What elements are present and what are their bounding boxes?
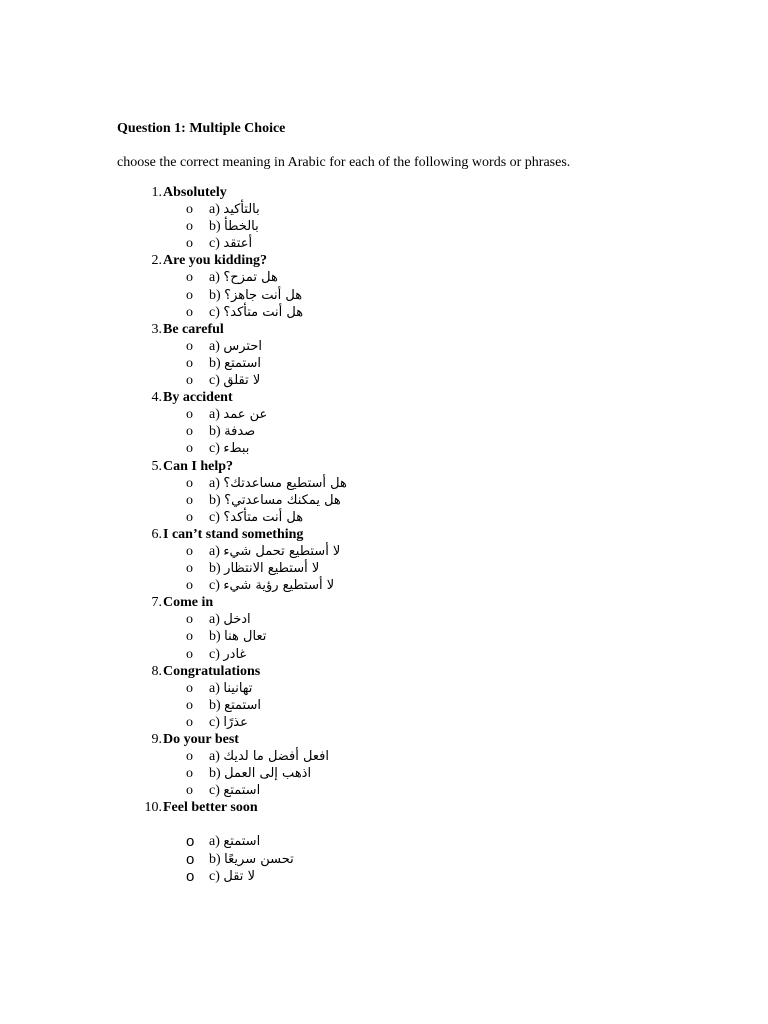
option-letter: c) bbox=[209, 714, 220, 730]
bullet-icon: o bbox=[186, 492, 193, 508]
option-arabic-text: هل يمكنك مساعدتي؟ bbox=[224, 492, 341, 508]
question-item bbox=[117, 458, 737, 526]
option-item bbox=[117, 714, 737, 731]
option-list bbox=[117, 406, 737, 457]
option-letter: a) bbox=[209, 338, 220, 354]
question-text: By accident bbox=[163, 390, 233, 406]
question-item bbox=[117, 799, 737, 884]
bullet-icon: o bbox=[186, 833, 195, 851]
option-arabic-text: ادخل bbox=[223, 612, 251, 628]
option-arabic-text: هل أنت جاهز؟ bbox=[224, 287, 303, 303]
option-letter: c) bbox=[209, 509, 220, 525]
option-arabic-text: هل أنت متأكد؟ bbox=[223, 509, 304, 525]
option-arabic-text: استمتع bbox=[223, 834, 261, 850]
option-item bbox=[117, 304, 737, 321]
option-item bbox=[117, 646, 737, 663]
option-arabic-text: افعل أفضل ما لديك bbox=[223, 749, 329, 765]
option-letter: b) bbox=[209, 766, 221, 782]
question-number: 2. bbox=[151, 253, 162, 269]
option-content bbox=[209, 304, 303, 321]
option-content bbox=[209, 577, 334, 594]
question-item bbox=[117, 252, 737, 320]
bullet-icon: o bbox=[186, 509, 193, 525]
question-number: 10. bbox=[144, 800, 162, 816]
bullet-icon: o bbox=[186, 373, 193, 389]
option-arabic-text: عذرًا bbox=[223, 714, 248, 730]
option-letter: c) bbox=[209, 868, 220, 884]
option-list bbox=[117, 611, 737, 662]
option-item bbox=[117, 201, 737, 218]
option-letter: b) bbox=[209, 355, 221, 371]
question-text: Congratulations bbox=[163, 663, 261, 679]
option-content bbox=[209, 543, 340, 560]
bullet-icon: o bbox=[186, 783, 193, 799]
option-list bbox=[117, 201, 737, 252]
option-letter: b) bbox=[209, 424, 221, 440]
option-item bbox=[117, 287, 737, 304]
option-letter: b) bbox=[209, 561, 221, 577]
option-letter: b) bbox=[209, 492, 221, 508]
option-content bbox=[209, 509, 303, 526]
bullet-icon: o bbox=[186, 714, 193, 730]
option-list bbox=[117, 833, 737, 884]
option-arabic-text: استمتع bbox=[223, 783, 261, 799]
option-arabic-text: صدفة bbox=[224, 424, 256, 440]
option-letter: c) bbox=[209, 578, 220, 594]
option-content bbox=[209, 406, 267, 423]
question-number: 4. bbox=[151, 390, 162, 406]
option-letter: a) bbox=[209, 680, 220, 696]
option-letter: a) bbox=[209, 475, 220, 491]
option-arabic-text: لا أستطيع تحمل شيء bbox=[223, 543, 341, 559]
option-content bbox=[209, 782, 260, 799]
option-content bbox=[209, 714, 248, 731]
option-content bbox=[209, 868, 255, 885]
option-item bbox=[117, 851, 737, 868]
question-number: 1. bbox=[151, 185, 162, 200]
bullet-icon: o bbox=[186, 612, 193, 628]
option-list bbox=[117, 269, 737, 320]
bullet-icon: o bbox=[186, 202, 193, 218]
option-item bbox=[117, 628, 737, 645]
option-item bbox=[117, 475, 737, 492]
bullet-icon: o bbox=[186, 543, 193, 559]
bullet-icon: o bbox=[186, 697, 193, 713]
bullet-icon: o bbox=[186, 867, 195, 885]
option-item bbox=[117, 338, 737, 355]
question-text: Can I help? bbox=[163, 458, 234, 474]
option-item bbox=[117, 372, 737, 389]
option-content bbox=[209, 355, 261, 372]
option-item bbox=[117, 235, 737, 252]
bullet-icon: o bbox=[186, 304, 193, 320]
question-number: 9. bbox=[151, 732, 162, 747]
bullet-icon: o bbox=[186, 236, 193, 252]
bullet-icon: o bbox=[186, 680, 193, 696]
option-arabic-text: عن عمد bbox=[223, 407, 268, 423]
option-item bbox=[117, 423, 737, 440]
option-arabic-text: احترس bbox=[223, 338, 263, 354]
question-number: 3. bbox=[151, 321, 162, 337]
option-list bbox=[117, 680, 737, 731]
option-content bbox=[209, 372, 260, 389]
blank-line bbox=[117, 816, 737, 833]
option-letter: a) bbox=[209, 834, 220, 850]
option-letter: b) bbox=[209, 287, 221, 303]
instructions-text: choose the correct meaning in Arabic for each of the following words or phrases. bbox=[117, 155, 571, 170]
option-content bbox=[209, 646, 246, 663]
question-item bbox=[117, 184, 737, 252]
bullet-icon: o bbox=[186, 646, 193, 662]
document-page bbox=[117, 119, 737, 885]
question-text: Be careful bbox=[163, 321, 224, 337]
question-number: 7. bbox=[151, 595, 162, 611]
option-content bbox=[209, 611, 251, 628]
option-arabic-text: استمتع bbox=[224, 355, 261, 371]
bullet-icon: o bbox=[186, 749, 193, 765]
option-arabic-text: تهانينا bbox=[223, 680, 253, 696]
option-content bbox=[209, 765, 311, 782]
bullet-icon: o bbox=[186, 475, 193, 491]
question-heading: Question 1: Multiple Choice bbox=[117, 121, 286, 136]
option-item bbox=[117, 509, 737, 526]
question-list bbox=[117, 184, 737, 885]
option-item bbox=[117, 543, 737, 560]
question-item bbox=[117, 594, 737, 662]
option-content bbox=[209, 269, 278, 286]
option-letter: c) bbox=[209, 236, 220, 252]
option-arabic-text: اذهب إلى العمل bbox=[224, 766, 312, 782]
option-arabic-text: هل أنت متأكد؟ bbox=[223, 304, 304, 320]
option-letter: c) bbox=[209, 373, 220, 389]
option-content bbox=[209, 201, 260, 218]
question-text: Come in bbox=[163, 595, 214, 611]
bullet-icon: o bbox=[186, 578, 193, 594]
option-content bbox=[209, 218, 259, 235]
option-letter: a) bbox=[209, 202, 220, 218]
question-item bbox=[117, 663, 737, 731]
option-item bbox=[117, 611, 737, 628]
option-item bbox=[117, 492, 737, 509]
option-content bbox=[209, 851, 294, 868]
bullet-icon: o bbox=[186, 766, 193, 782]
option-arabic-text: أعتقد bbox=[223, 236, 253, 252]
option-item bbox=[117, 782, 737, 799]
option-item bbox=[117, 680, 737, 697]
option-content bbox=[209, 492, 341, 509]
option-arabic-text: استمتع bbox=[224, 697, 261, 713]
question-item bbox=[117, 321, 737, 389]
option-item bbox=[117, 218, 737, 235]
question-item bbox=[117, 389, 737, 457]
question-text: Are you kidding? bbox=[163, 253, 267, 269]
question-text: I can’t stand something bbox=[163, 526, 304, 542]
option-item bbox=[117, 765, 737, 782]
option-letter: b) bbox=[209, 629, 221, 645]
question-text: Absolutely bbox=[163, 185, 227, 200]
option-list bbox=[117, 543, 737, 594]
option-letter: c) bbox=[209, 441, 220, 457]
bullet-icon: o bbox=[186, 355, 193, 371]
option-item bbox=[117, 355, 737, 372]
option-content bbox=[209, 697, 261, 714]
option-content bbox=[209, 338, 262, 355]
option-letter: a) bbox=[209, 407, 220, 423]
option-item bbox=[117, 406, 737, 423]
option-arabic-text: بالتأكيد bbox=[223, 202, 260, 218]
bullet-icon: o bbox=[186, 424, 193, 440]
bullet-icon: o bbox=[186, 338, 193, 354]
option-arabic-text: تحسن سريعًا bbox=[224, 851, 294, 867]
option-item bbox=[117, 560, 737, 577]
bullet-icon: o bbox=[186, 287, 193, 303]
question-item bbox=[117, 731, 737, 799]
option-content bbox=[209, 475, 347, 492]
option-letter: c) bbox=[209, 304, 220, 320]
question-number: 8. bbox=[151, 663, 162, 679]
bullet-icon: o bbox=[186, 629, 193, 645]
option-arabic-text: هل أستطيع مساعدتك؟ bbox=[223, 475, 347, 491]
option-list bbox=[117, 475, 737, 526]
option-list bbox=[117, 748, 737, 799]
bullet-icon: o bbox=[186, 850, 195, 868]
option-letter: c) bbox=[209, 646, 220, 662]
option-content bbox=[209, 287, 302, 304]
option-content bbox=[209, 748, 329, 765]
option-letter: a) bbox=[209, 270, 220, 286]
option-item bbox=[117, 697, 737, 714]
option-item bbox=[117, 748, 737, 765]
option-letter: b) bbox=[209, 851, 221, 867]
option-item bbox=[117, 833, 737, 850]
option-arabic-text: هل تمزح؟ bbox=[223, 270, 278, 286]
option-arabic-text: لا أستطيع رؤية شيء bbox=[223, 578, 335, 594]
question-number: 6. bbox=[151, 526, 162, 542]
question-text: Feel better soon bbox=[163, 800, 258, 816]
bullet-icon: o bbox=[186, 561, 193, 577]
option-content bbox=[209, 833, 260, 850]
option-letter: c) bbox=[209, 783, 220, 799]
option-item bbox=[117, 269, 737, 286]
option-arabic-text: لا أستطيع الانتظار bbox=[224, 561, 320, 577]
option-letter: a) bbox=[209, 543, 220, 559]
bullet-icon: o bbox=[186, 407, 193, 423]
option-letter: b) bbox=[209, 219, 221, 235]
option-item bbox=[117, 440, 737, 457]
option-arabic-text: ببطء bbox=[223, 441, 250, 457]
option-content bbox=[209, 628, 266, 645]
question-text: Do your best bbox=[163, 732, 239, 747]
option-arabic-text: لا تقلق bbox=[223, 373, 261, 389]
option-list bbox=[117, 338, 737, 389]
bullet-icon: o bbox=[186, 219, 193, 235]
option-letter: a) bbox=[209, 749, 220, 765]
option-arabic-text: تعال هنا bbox=[224, 629, 267, 645]
option-letter: a) bbox=[209, 612, 220, 628]
option-arabic-text: بالخطأ bbox=[224, 219, 259, 235]
option-item bbox=[117, 868, 737, 885]
option-content bbox=[209, 423, 255, 440]
option-item bbox=[117, 577, 737, 594]
option-arabic-text: غادر bbox=[223, 646, 247, 662]
bullet-icon: o bbox=[186, 441, 193, 457]
option-arabic-text: لا تقل bbox=[223, 868, 255, 884]
option-content bbox=[209, 680, 252, 697]
question-item bbox=[117, 526, 737, 594]
option-letter: b) bbox=[209, 697, 221, 713]
bullet-icon: o bbox=[186, 270, 193, 286]
option-content bbox=[209, 235, 252, 252]
option-content bbox=[209, 440, 249, 457]
question-number: 5. bbox=[151, 458, 162, 474]
option-content bbox=[209, 560, 319, 577]
